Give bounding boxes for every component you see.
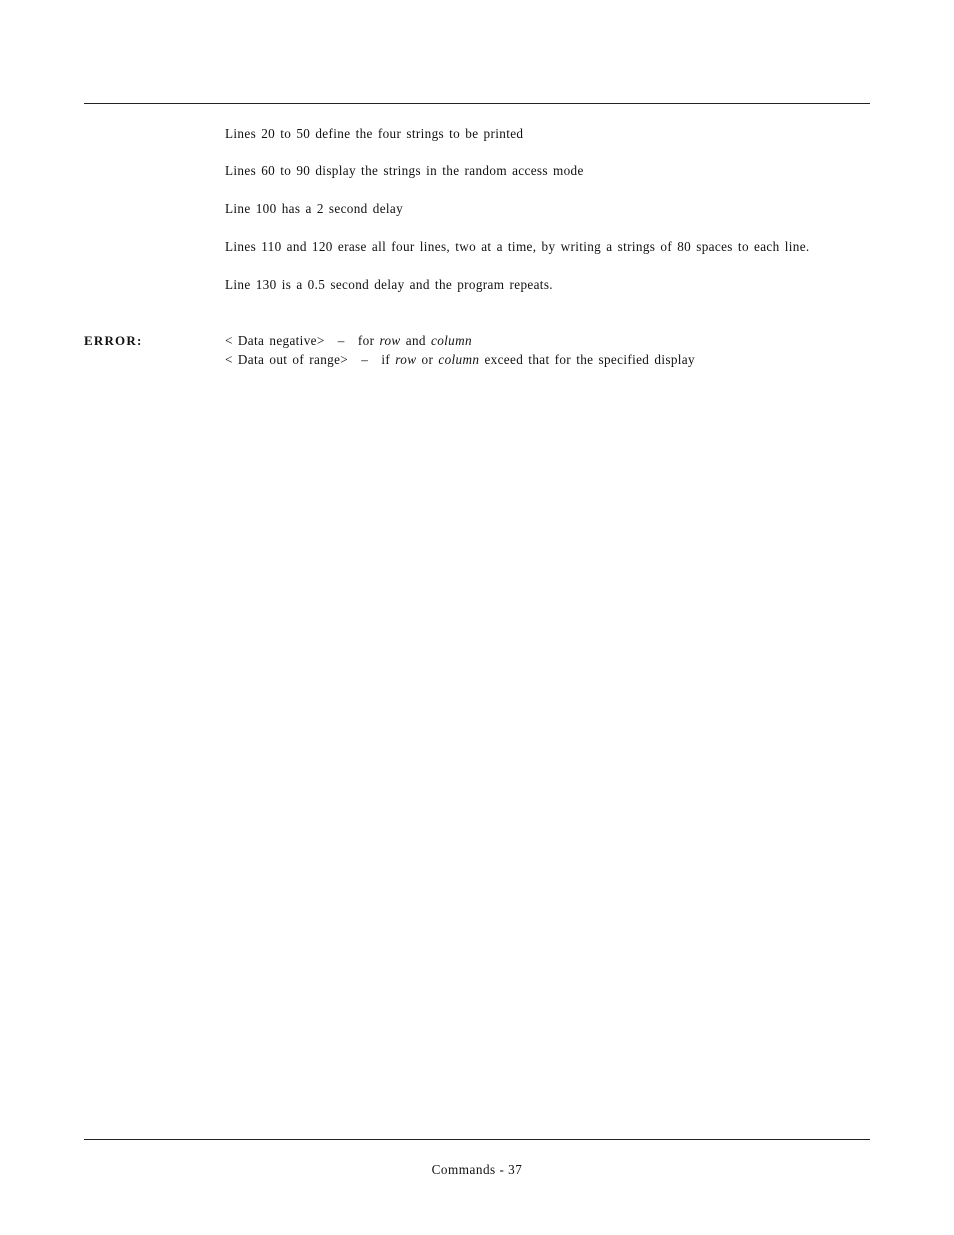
error-item-data-negative <box>225 332 472 349</box>
page-footer: Commands - 37 <box>431 1162 523 1177</box>
header-rule <box>84 103 870 104</box>
error-term-row: row <box>379 333 401 348</box>
paragraph-lines-20-50: Lines 20 to 50 define the four strings to be printed <box>225 126 524 141</box>
error-term-row: row <box>395 352 417 367</box>
paragraph-line-130: Line 130 is a 0.5 second delay and the program repeats. <box>225 277 553 292</box>
error-message: < Data out of range> <box>225 352 349 367</box>
error-text: or <box>421 352 434 367</box>
error-message: < Data negative> <box>225 333 325 348</box>
paragraph-lines-110-120: Lines 110 and 120 erase all four lines, two at a time, by writing a strings of 80 spaces to each line. <box>225 239 810 254</box>
paragraph-lines-60-90: Lines 60 to 90 display the strings in the random access mode <box>225 163 584 178</box>
footer-rule <box>84 1139 870 1140</box>
error-section-label: ERROR: <box>84 333 143 348</box>
error-dash: – <box>337 333 345 348</box>
error-dash: – <box>361 352 369 367</box>
error-term-column: column <box>438 352 480 367</box>
error-item-data-out-of-range <box>225 351 695 368</box>
error-text: for <box>357 333 375 348</box>
paragraph-line-100: Line 100 has a 2 second delay <box>225 201 404 216</box>
error-text: if <box>381 352 391 367</box>
error-text: and <box>405 333 426 348</box>
error-term-column: column <box>431 333 472 348</box>
error-text: exceed that for the specified display <box>484 352 695 367</box>
